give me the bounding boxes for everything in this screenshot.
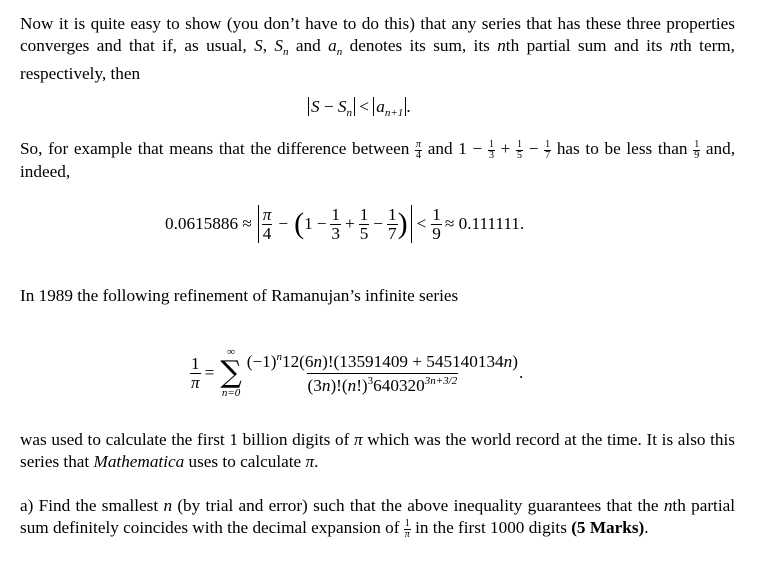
- abs-lhs: [308, 97, 355, 119]
- text-run: which was the world record at the time. It is also this series that: [20, 430, 735, 471]
- paragraph-question-a: [20, 495, 735, 540]
- text-run: Now it is quite easy to show (you don’t have to do this) that any series that has these three properties converges and that if, as usual,: [20, 14, 735, 55]
- fraction-one-third: [330, 206, 341, 241]
- minus-sign: −: [523, 139, 545, 158]
- sum-lower-limit: n=0: [221, 387, 241, 399]
- fraction-numerator: 1: [694, 138, 700, 150]
- plus-sign: +: [494, 139, 517, 158]
- fraction-numerator: 1: [488, 138, 494, 150]
- marks-label: (5 Marks): [571, 518, 645, 537]
- minus-sign: −: [373, 214, 383, 233]
- math-n: n: [313, 352, 323, 372]
- sigma-symbol: ∑: [220, 355, 242, 390]
- fraction-numerator: 1: [517, 138, 523, 150]
- right-paren: ): [397, 207, 408, 240]
- numerator-part: )!(13591409 + 545140134: [322, 352, 504, 372]
- text-run: and, indeed,: [20, 139, 735, 181]
- abs-difference: [258, 205, 412, 243]
- fraction-denominator: 5: [517, 149, 523, 161]
- equation-chudnovsky-series: [190, 343, 523, 403]
- sum-upper-limit: ∞: [227, 346, 235, 358]
- fraction-pi-over-4: [415, 140, 422, 161]
- math-an: a: [328, 36, 337, 55]
- numerator-part: ): [512, 352, 518, 372]
- abs-rhs: [373, 97, 406, 119]
- period: .: [406, 97, 411, 116]
- fraction-denominator: 3: [488, 149, 494, 161]
- math-a: a: [376, 97, 385, 116]
- math-Sn: S: [274, 36, 283, 55]
- fraction-denominator: 9: [432, 223, 441, 243]
- one: 1: [304, 214, 313, 233]
- left-value: 0.0615886 ≈: [165, 214, 252, 233]
- series-term-fraction: [246, 352, 519, 393]
- fraction-numerator: 1: [331, 205, 340, 225]
- math-n: n: [663, 496, 673, 515]
- text-run: has to be less than: [551, 139, 694, 158]
- numerator-exponent: n: [276, 351, 282, 364]
- fraction-denominator: π: [404, 528, 410, 540]
- math-Sn-subscript: n: [346, 107, 352, 119]
- math-n: n: [503, 352, 513, 372]
- paragraph-example: [20, 138, 735, 183]
- text-run: th partial sum definitely coincides with the decimal expansion of: [20, 496, 735, 537]
- fraction-one-seventh: [387, 206, 398, 241]
- text-run: uses to calculate: [184, 452, 306, 471]
- paragraph-intro: [20, 13, 735, 85]
- fraction-numerator: 1: [388, 205, 397, 225]
- math-n: n: [669, 36, 679, 55]
- fraction-denominator: 7: [545, 149, 551, 161]
- fraction-one-fifth: [359, 206, 370, 241]
- less-than: <: [416, 214, 427, 233]
- text-run: .: [314, 452, 319, 471]
- denominator-part: (3: [307, 375, 322, 395]
- fraction-denominator: 4: [262, 223, 272, 243]
- math-n: n: [347, 375, 357, 395]
- fraction-numerator: 1: [359, 205, 369, 225]
- fraction-one-third: [488, 140, 495, 161]
- left-paren: (: [294, 207, 305, 240]
- fraction-one-fifth: [516, 140, 523, 161]
- fraction-one-over-pi: [404, 519, 411, 540]
- fraction-denominator: 5: [359, 223, 369, 243]
- text-run: and: [288, 36, 329, 55]
- period: .: [518, 363, 524, 382]
- math-an-subscript: n: [336, 46, 343, 58]
- denominator-part: 640320: [373, 375, 425, 395]
- equals-sign: =: [204, 363, 215, 382]
- math-pi: π: [305, 452, 315, 471]
- less-than: <: [359, 97, 369, 116]
- text-run: denotes its sum, its: [342, 36, 498, 55]
- text-run: th partial sum and its: [505, 36, 670, 55]
- paragraph-ramanujan: [20, 285, 735, 307]
- right-value: ≈ 0.111111.: [444, 214, 525, 233]
- fraction-denominator: 7: [388, 223, 397, 243]
- math-n: n: [321, 375, 331, 395]
- equation-numeric-example: [165, 206, 524, 242]
- minus-sign: −: [323, 97, 334, 116]
- paragraph-world-record: [20, 429, 735, 473]
- math-a-subscript: n+1: [384, 107, 404, 119]
- minus-sign: −: [278, 214, 289, 233]
- series-numerator: [246, 352, 519, 372]
- fraction-numerator: 1: [404, 517, 410, 529]
- text-run: a) Find the smallest: [20, 496, 164, 515]
- summation: [220, 347, 241, 399]
- plus-sign: +: [345, 214, 355, 233]
- emphasis-mathematica: Mathematica: [93, 452, 185, 471]
- fraction-one-ninth: [431, 206, 442, 241]
- math-pi: π: [353, 430, 363, 449]
- fraction-denominator: 3: [331, 223, 340, 243]
- fraction-numerator: π: [416, 138, 422, 150]
- fraction-numerator: 1: [432, 205, 441, 225]
- series-denominator: [307, 373, 459, 394]
- denominator-exponent: 3n+3/2: [424, 374, 458, 387]
- denominator-part: )!(: [330, 375, 348, 395]
- text-run: In 1989 the following refinement of Ramanujan’s infinite series: [20, 286, 459, 305]
- text-run: (by trial and error) such that the above inequality guarantees that the: [172, 496, 664, 515]
- math-n: n: [163, 496, 173, 515]
- numerator-part: 12(6: [281, 352, 314, 372]
- minus-sign: −: [316, 214, 327, 233]
- math-Sn-subscript: n: [283, 46, 289, 58]
- fraction-denominator: π: [191, 372, 200, 392]
- fraction-pi-over-4: [262, 206, 273, 241]
- fraction-denominator: 9: [694, 149, 700, 161]
- math-S: S: [311, 97, 320, 116]
- text-run: th term, respectively, then: [20, 36, 735, 83]
- fraction-denominator: 4: [416, 149, 422, 161]
- fraction-numerator: 1: [545, 138, 551, 150]
- math-S: S: [254, 36, 263, 55]
- fraction-numerator: 1: [191, 354, 200, 374]
- denominator-part: !): [356, 375, 368, 395]
- denominator-exponent: 3: [367, 374, 374, 387]
- numerator-part: (−1): [246, 352, 277, 372]
- text-run: and 1 −: [422, 139, 488, 158]
- equation-error-bound: [308, 96, 411, 124]
- text-run: ,: [262, 36, 275, 55]
- fraction-numerator: π: [262, 205, 272, 225]
- text-run: was used to calculate the first 1 billion digits of: [20, 430, 354, 449]
- text-run: in the first 1000 digits: [410, 518, 572, 537]
- text-run: .: [644, 518, 649, 537]
- math-Sn: S: [337, 97, 347, 116]
- fraction-one-over-pi: [190, 355, 201, 390]
- math-n: n: [497, 36, 506, 55]
- text-run: So, for example that means that the difference between: [20, 139, 416, 158]
